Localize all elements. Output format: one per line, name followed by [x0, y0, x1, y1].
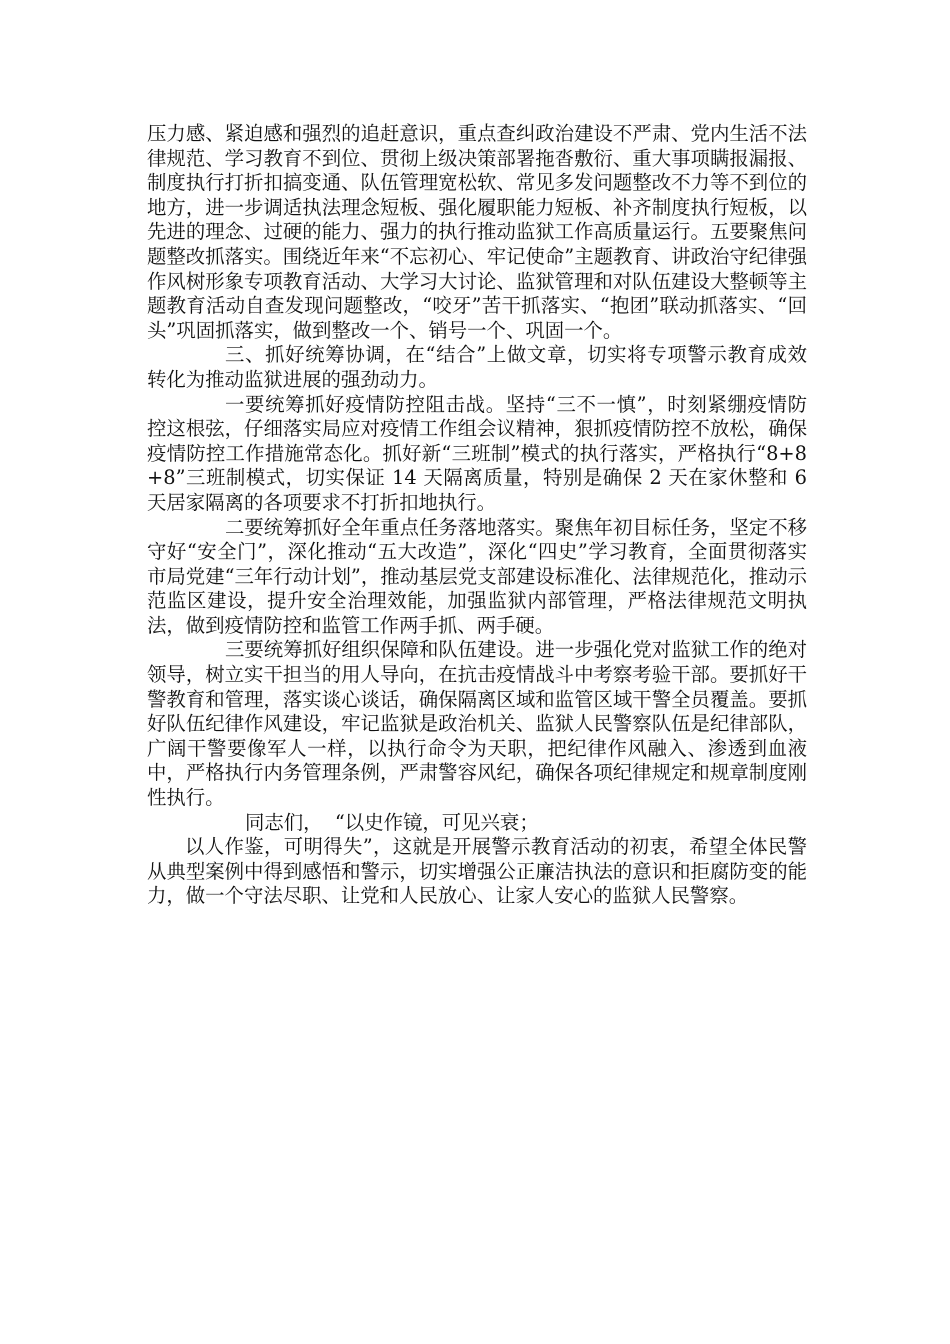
- paragraph-closing: 以人作鉴，可明得失”，这就是开展警示教育活动的初衷，希望全体民警从典型案例中得到感悟和警示，切实增强公正廉洁执法的意识和拒腐防变的能力，做一个守法尽职、让党和人民放心、让家人安心的监狱人民警察。: [147, 835, 807, 908]
- document-body: [147, 122, 807, 909]
- paragraph-key-tasks: 二要统筹抓好全年重点任务落地落实。聚焦年初目标任务，坚定不移守好“安全门”，深化推动“五大改造”，深化“四史”学习教育，全面贯彻落实市局党建“三年行动计划”，推动基层党支部建设标准化、法律规范化，推动示范监区建设，提升安全治理效能，加强监狱内部管理，严格法律规范文明执法，做到疫情防控和监管工作两手抓、两手硬。: [147, 515, 807, 637]
- paragraph-epidemic: 一要统筹抓好疫情防控阻击战。坚持“三不一慎”，时刻紧绷疫情防控这根弦，仔细落实局应对疫情工作组会议精神，狠抓疫情防控不放松，确保疫情防控工作措施常态化。抓好新“三班制”模式的执行落实，严格执行“8+8+8”三班制模式，切实保证 14 天隔离质量，特别是确保 2 天在家休整和 6 天居家隔离的各项要求不打折扣地执行。: [147, 392, 807, 514]
- paragraph-comrades: 同志们， “以史作镜，可见兴衰；: [245, 810, 539, 834]
- paragraph-team-building: 三要统筹抓好组织保障和队伍建设。进一步强化党对监狱工作的绝对领导，树立实干担当的用人导向，在抗击疫情战斗中考察考验干部。要抓好干警教育和管理，落实谈心谈话，确保隔离区域和监管区域干警全员覆盖。要抓好队伍纪律作风建设，牢记监狱是政治机关、监狱人民警察队伍是纪律部队，广阔干警要像军人一样，以执行命令为天职，把纪律作风融入、渗透到血液中，严格执行内务管理条例，严肃警容风纪，确保各项纪律规定和规章制度刚性执行。: [147, 638, 807, 810]
- paragraph-section-three: 三、抓好统筹协调，在“结合”上做文章，切实将专项警示教育成效转化为推动监狱进展的强劲动力。: [147, 343, 807, 391]
- paragraph-continued: 压力感、紧迫感和强烈的追赶意识，重点查纠政治建设不严肃、党内生活不法律规范、学习教育不到位、贯彻上级决策部署拖沓敷衍、重大事项瞒报漏报、制度执行打折扣搞变通、队伍管理宽松软、常见多发问题整改不力等不到位的地方，进一步调适执法理念短板、强化履职能力短板、补齐制度执行短板，以先进的理念、过硬的能力、强力的执行推动监狱工作高质量运行。五要聚焦问题整改抓落实。围绕近年来“不忘初心、牢记使命”主题教育、讲政治守纪律强作风树形象专项教育活动、大学习大讨论、监狱管理和对队伍建设大整顿等主题教育活动自查发现问题整改，“咬牙”苦干抓落实、“抱团”联动抓落实、“回头”巩固抓落实，做到整改一个、销号一个、巩固一个。: [147, 122, 807, 342]
